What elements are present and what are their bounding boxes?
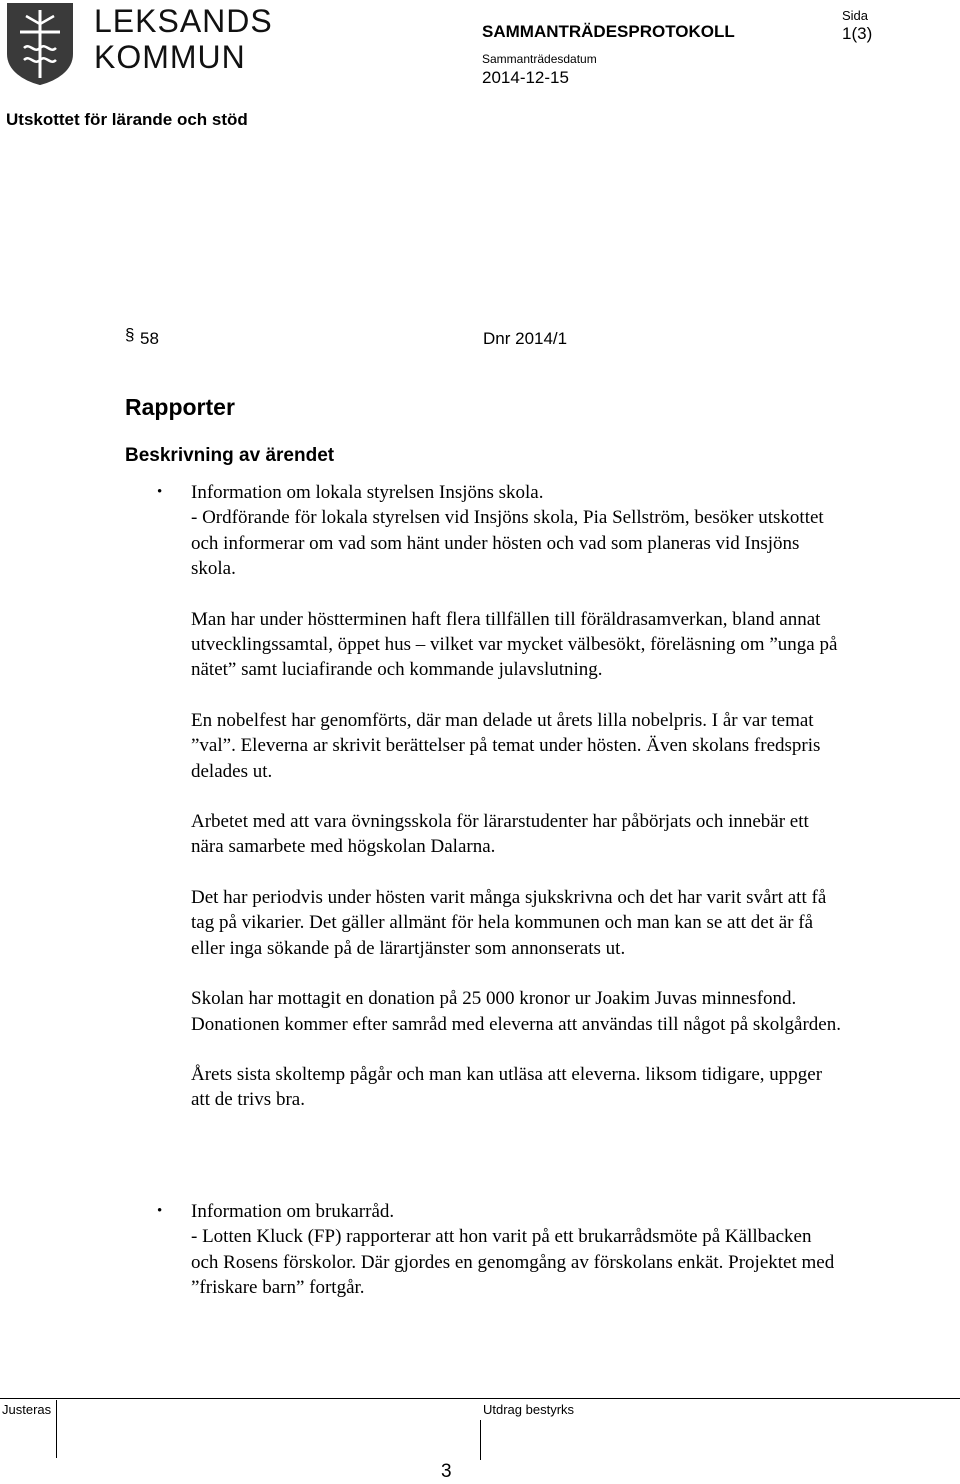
municipality-logo — [6, 2, 276, 88]
coat-of-arms-icon — [6, 2, 74, 86]
list-item — [191, 1199, 841, 1301]
utdrag-label: Utdrag bestyrks — [483, 1402, 575, 1417]
page-value: 1(3) — [842, 24, 873, 43]
paragraph-number: 58 — [140, 329, 159, 348]
paragraph: Det har periodvis under hösten varit många sjukskrivna och det har varit svårt att få tag på vikarier. Det gäller allmänt för hela kommunen och man kan se att det är få eller inga sökande på de lärartjänster som annonserats ut. — [191, 886, 827, 959]
bullet-icon: • — [157, 1203, 163, 1219]
logo-line-1: LEKSANDS — [94, 3, 273, 39]
page-title: Rapporter — [125, 394, 235, 420]
paragraph: Information om brukarråd. - Lotten Kluck (FP) rapporterar att hon varit på ett brukarrådsmöte på Källbacken och Rosens förskolor. Där gjordes en genomgång av förskolans enkät. Projektet med ”friskare barn” fortgår. — [191, 1201, 835, 1299]
committee-name: Utskottet för lärande och stöd — [6, 110, 248, 129]
document-type: SAMMANTRÄDESPROTOKOLL — [482, 22, 735, 41]
logo-wordmark — [94, 4, 273, 76]
paragraph: Arbetet med att vara övningsskola för lärarstudenter har påbörjats och innebär ett nära samarbete med högskolan Dalarna. — [191, 811, 809, 858]
footer-page-number: 3 — [441, 1461, 452, 1482]
paragraph: En nobelfest har genomförts, där man delade ut årets lilla nobelpris. I år var temat ”val”. Eleverna ar skrivit berättelser på temat under hösten. Även skolans fredspris delades ut. — [191, 709, 821, 782]
logo-line-2: KOMMUN — [94, 39, 246, 75]
bullet-icon: • — [157, 484, 163, 500]
section-subtitle: Beskrivning av ärendet — [125, 445, 335, 466]
page-label: Sida — [842, 8, 869, 23]
case-number: Dnr 2014/1 — [483, 329, 568, 348]
paragraph: Information om lokala styrelsen Insjöns skola. - Ordförande för lokala styrelsen vid Insjöns skola, Pia Sellström, besöker utskottet och informerar om vad som hänt under hösten och vad som planeras vid Insjöns skola. — [191, 482, 824, 580]
signature-box-line — [56, 1400, 57, 1458]
meeting-date: 2014-12-15 — [482, 68, 569, 87]
signature-box-line — [480, 1420, 481, 1460]
meeting-date-label: Sammanträdesdatum — [482, 52, 597, 66]
list-item — [191, 480, 841, 1113]
justeras-label: Justeras — [2, 1402, 52, 1417]
section-mark: § — [125, 325, 135, 344]
footer-divider — [0, 1398, 960, 1399]
paragraph: Årets sista skoltemp pågår och man kan utläsa att eleverna. liksom tidigare, uppger att de trivs bra. — [191, 1063, 823, 1111]
paragraph: Skolan har mottagit en donation på 25 000 kronor ur Joakim Juvas minnesfond. Donationen kommer efter samråd med eleverna att användas till något på skolgården. — [191, 988, 841, 1035]
paragraph: Man har under höstterminen haft flera tillfällen till föräldrasamverkan, bland annat utvecklingssamtal, öppet hus – vilket var mycket välbesökt, föreläsning om ”unga på nätet” samt luciafirande och kommande julavslutning. — [191, 608, 838, 681]
